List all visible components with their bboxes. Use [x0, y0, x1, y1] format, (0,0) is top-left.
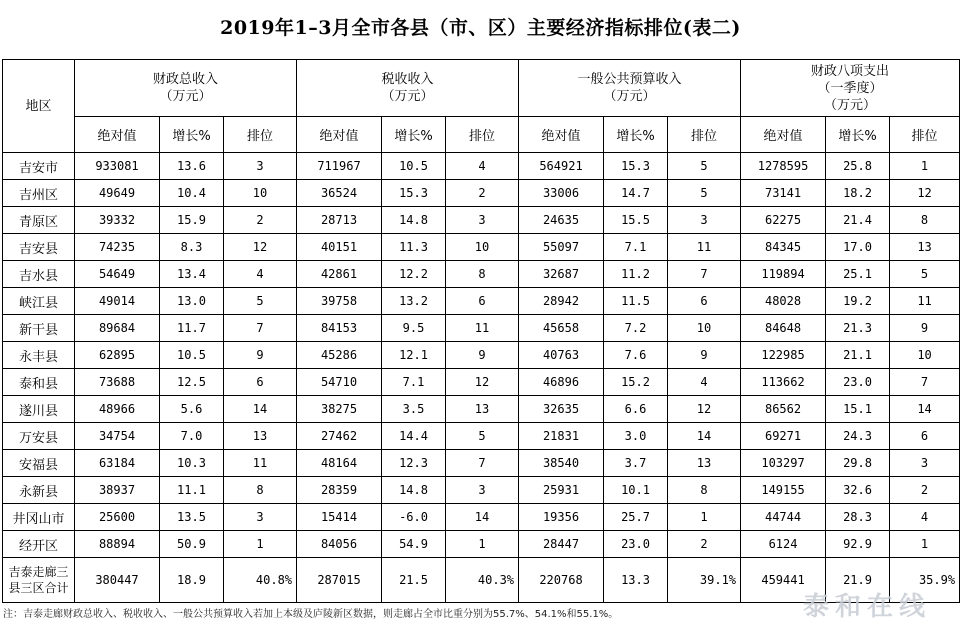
- cell: 4: [224, 261, 297, 288]
- cell: 3: [446, 477, 519, 504]
- cell: 12.2: [382, 261, 446, 288]
- cell: 3: [446, 207, 519, 234]
- cell: 10.5: [382, 153, 446, 180]
- page-title: 2019年1–3月全市各县（市、区）主要经济指标排位(表二): [220, 17, 741, 39]
- cell: 63184: [75, 450, 160, 477]
- cell: 7: [224, 315, 297, 342]
- cell: 32635: [519, 396, 604, 423]
- cell: 9: [890, 315, 960, 342]
- header-public-budget: [519, 60, 741, 117]
- region-cell: 吉安市: [3, 153, 75, 180]
- cell: 12: [890, 180, 960, 207]
- header-absolute: 绝对值: [741, 117, 826, 153]
- region-cell: 井冈山市: [3, 504, 75, 531]
- cell: 29.8: [826, 450, 890, 477]
- header-absolute: 绝对值: [75, 117, 160, 153]
- cell: 11: [668, 234, 741, 261]
- cell: 39332: [75, 207, 160, 234]
- share-cell: 35.9%: [890, 558, 960, 603]
- cell: 1: [224, 531, 297, 558]
- cell: 15.3: [604, 153, 668, 180]
- cell: 6: [890, 423, 960, 450]
- cell: 9: [224, 342, 297, 369]
- cell: 5: [668, 180, 741, 207]
- header-eight-expenditure-unit: （万元）: [824, 97, 877, 113]
- cell: 12: [668, 396, 741, 423]
- region-cell: 吉安县: [3, 234, 75, 261]
- cell: 25600: [75, 504, 160, 531]
- header-growth: 增长%: [160, 117, 224, 153]
- cell: 9: [668, 342, 741, 369]
- cell: 32.6: [826, 477, 890, 504]
- cell: 1: [890, 531, 960, 558]
- cell: 25.1: [826, 261, 890, 288]
- cell: 6: [446, 288, 519, 315]
- header-growth: 增长%: [604, 117, 668, 153]
- cell: 48164: [297, 450, 382, 477]
- cell: 10: [668, 315, 741, 342]
- cell: 10.1: [604, 477, 668, 504]
- cell: 8.3: [160, 234, 224, 261]
- cell: 8: [446, 261, 519, 288]
- table-row: [3, 234, 960, 261]
- cell: 73688: [75, 369, 160, 396]
- cell: 27462: [297, 423, 382, 450]
- cell: 15.2: [604, 369, 668, 396]
- cell: 7: [668, 261, 741, 288]
- cell: 2: [446, 180, 519, 207]
- cell: 7: [446, 450, 519, 477]
- cell: 119894: [741, 261, 826, 288]
- cell: 15414: [297, 504, 382, 531]
- cell: 5: [446, 423, 519, 450]
- region-cell-total: 吉泰走廊三县三区合计: [3, 558, 75, 603]
- cell: 11: [890, 288, 960, 315]
- cell: 12: [446, 369, 519, 396]
- cell: 42861: [297, 261, 382, 288]
- cell: 73141: [741, 180, 826, 207]
- cell: 48966: [75, 396, 160, 423]
- cell: 25.7: [604, 504, 668, 531]
- cell: 21.9: [826, 558, 890, 603]
- region-cell: 经开区: [3, 531, 75, 558]
- cell: 3: [224, 153, 297, 180]
- share-cell: 40.3%: [446, 558, 519, 603]
- header-fiscal-total-name: 财政总收入: [153, 72, 219, 87]
- cell: 15.9: [160, 207, 224, 234]
- cell: 10: [224, 180, 297, 207]
- cell: 40763: [519, 342, 604, 369]
- cell: 10.3: [160, 450, 224, 477]
- cell: 88894: [75, 531, 160, 558]
- cell: 19.2: [826, 288, 890, 315]
- cell: 36524: [297, 180, 382, 207]
- cell: 14: [668, 423, 741, 450]
- cell: 1: [668, 504, 741, 531]
- cell: 40151: [297, 234, 382, 261]
- header-absolute: 绝对值: [297, 117, 382, 153]
- cell: 3: [224, 504, 297, 531]
- cell: 103297: [741, 450, 826, 477]
- cell: 45658: [519, 315, 604, 342]
- cell: 14.4: [382, 423, 446, 450]
- cell: 1: [446, 531, 519, 558]
- cell: 2: [890, 477, 960, 504]
- cell: 18.2: [826, 180, 890, 207]
- region-cell: 万安县: [3, 423, 75, 450]
- cell: 6124: [741, 531, 826, 558]
- region-cell: 吉州区: [3, 180, 75, 207]
- table-row: [3, 315, 960, 342]
- cell: 11.7: [160, 315, 224, 342]
- cell: 2: [668, 531, 741, 558]
- cell: 14.7: [604, 180, 668, 207]
- cell: 10.4: [160, 180, 224, 207]
- cell: 14: [446, 504, 519, 531]
- header-rank: 排位: [668, 117, 741, 153]
- cell: 28713: [297, 207, 382, 234]
- cell: 10.5: [160, 342, 224, 369]
- header-public-budget-unit: （万元）: [603, 89, 656, 104]
- cell: 21.3: [826, 315, 890, 342]
- region-cell: 峡江县: [3, 288, 75, 315]
- cell: 21.1: [826, 342, 890, 369]
- cell: 11: [224, 450, 297, 477]
- table-row: [3, 504, 960, 531]
- cell: 21.4: [826, 207, 890, 234]
- cell: 2: [224, 207, 297, 234]
- cell: 4: [446, 153, 519, 180]
- cell: 7.0: [160, 423, 224, 450]
- cell: 13.2: [382, 288, 446, 315]
- share-cell: 39.1%: [668, 558, 741, 603]
- cell: 89684: [75, 315, 160, 342]
- cell: 38275: [297, 396, 382, 423]
- cell: 11.2: [604, 261, 668, 288]
- cell: 12.1: [382, 342, 446, 369]
- cell: 74235: [75, 234, 160, 261]
- table-row: [3, 153, 960, 180]
- cell: 33006: [519, 180, 604, 207]
- cell: 6.6: [604, 396, 668, 423]
- table-row: [3, 531, 960, 558]
- region-cell: 永丰县: [3, 342, 75, 369]
- cell: 5: [224, 288, 297, 315]
- cell: 287015: [297, 558, 382, 603]
- cell: 55097: [519, 234, 604, 261]
- cell: 14: [890, 396, 960, 423]
- header-rank: 排位: [890, 117, 960, 153]
- header-tax-revenue-name: 税收收入: [381, 72, 434, 87]
- cell: 84648: [741, 315, 826, 342]
- cell: 3: [668, 207, 741, 234]
- cell: 50.9: [160, 531, 224, 558]
- table-row: [3, 450, 960, 477]
- table-row: [3, 342, 960, 369]
- cell: 25931: [519, 477, 604, 504]
- header-tax-revenue: [297, 60, 519, 117]
- header-fiscal-total: [75, 60, 297, 117]
- cell: 13: [668, 450, 741, 477]
- table-row: [3, 180, 960, 207]
- table-row: [3, 207, 960, 234]
- table-row: [3, 396, 960, 423]
- region-cell: 吉水县: [3, 261, 75, 288]
- header-rank: 排位: [224, 117, 297, 153]
- cell: 12: [224, 234, 297, 261]
- site-watermark: 泰和在线: [802, 592, 931, 622]
- cell: 3: [890, 450, 960, 477]
- header-growth: 增长%: [382, 117, 446, 153]
- cell: 28359: [297, 477, 382, 504]
- cell: 45286: [297, 342, 382, 369]
- cell: 14.8: [382, 477, 446, 504]
- cell: 7.1: [382, 369, 446, 396]
- cell: 32687: [519, 261, 604, 288]
- region-cell: 泰和县: [3, 369, 75, 396]
- header-eight-expenditure-period: （一季度）: [817, 80, 883, 96]
- header-tax-revenue-unit: （万元）: [381, 89, 434, 104]
- cell: 54710: [297, 369, 382, 396]
- cell: 21831: [519, 423, 604, 450]
- cell: 3.5: [382, 396, 446, 423]
- cell: 10: [446, 234, 519, 261]
- cell: 4: [668, 369, 741, 396]
- cell: 7: [890, 369, 960, 396]
- header-eight-expenditure-name: 财政八项支出: [811, 63, 890, 79]
- region-cell: 安福县: [3, 450, 75, 477]
- header-fiscal-total-unit: （万元）: [159, 89, 212, 104]
- table-row: [3, 477, 960, 504]
- table-body: [3, 153, 960, 603]
- header-row-sub: [3, 117, 960, 153]
- cell: 5.6: [160, 396, 224, 423]
- cell: 25.8: [826, 153, 890, 180]
- cell: 23.0: [826, 369, 890, 396]
- cell: 7.6: [604, 342, 668, 369]
- cell: 24635: [519, 207, 604, 234]
- header-row-groups: [3, 60, 960, 117]
- cell: 1278595: [741, 153, 826, 180]
- cell: 8: [668, 477, 741, 504]
- cell: 15.5: [604, 207, 668, 234]
- cell: 48028: [741, 288, 826, 315]
- cell: 92.9: [826, 531, 890, 558]
- cell: 14.8: [382, 207, 446, 234]
- table-row: [3, 288, 960, 315]
- header-region: 地区: [3, 60, 75, 153]
- cell: 113662: [741, 369, 826, 396]
- header-rank: 排位: [446, 117, 519, 153]
- cell: 8: [890, 207, 960, 234]
- cell: 933081: [75, 153, 160, 180]
- cell: 7.1: [604, 234, 668, 261]
- cell: 14: [224, 396, 297, 423]
- cell: 49649: [75, 180, 160, 207]
- cell: 11.1: [160, 477, 224, 504]
- cell: 122985: [741, 342, 826, 369]
- cell: 38937: [75, 477, 160, 504]
- cell: 5: [668, 153, 741, 180]
- cell: 46896: [519, 369, 604, 396]
- cell: 84056: [297, 531, 382, 558]
- region-cell: 遂川县: [3, 396, 75, 423]
- cell: 12.3: [382, 450, 446, 477]
- cell: 28447: [519, 531, 604, 558]
- cell: 8: [224, 477, 297, 504]
- share-cell: 40.8%: [224, 558, 297, 603]
- region-cell: 永新县: [3, 477, 75, 504]
- footnote: 注：吉泰走廊财政总收入、税收收入、一般公共预算收入若加上本级及庐陵新区数据，则走廊占全市比重分别为55.7%、54.1%和55.1%。: [3, 609, 619, 620]
- cell: 28942: [519, 288, 604, 315]
- cell: 1: [890, 153, 960, 180]
- cell: 84153: [297, 315, 382, 342]
- cell: 149155: [741, 477, 826, 504]
- cell: 17.0: [826, 234, 890, 261]
- table-row: [3, 423, 960, 450]
- header-eight-expenditure: [741, 60, 960, 117]
- cell: 11.3: [382, 234, 446, 261]
- cell: 3.7: [604, 450, 668, 477]
- region-cell: 青原区: [3, 207, 75, 234]
- cell: 24.3: [826, 423, 890, 450]
- cell: 380447: [75, 558, 160, 603]
- header-absolute: 绝对值: [519, 117, 604, 153]
- cell: 11.5: [604, 288, 668, 315]
- cell: 5: [890, 261, 960, 288]
- cell: 38540: [519, 450, 604, 477]
- cell: 54.9: [382, 531, 446, 558]
- cell: 62895: [75, 342, 160, 369]
- cell: 13: [446, 396, 519, 423]
- cell: 10: [890, 342, 960, 369]
- cell: 13.4: [160, 261, 224, 288]
- cell: 86562: [741, 396, 826, 423]
- table-row: [3, 261, 960, 288]
- cell: 3.0: [604, 423, 668, 450]
- header-growth: 增长%: [826, 117, 890, 153]
- cell: 23.0: [604, 531, 668, 558]
- cell: 18.9: [160, 558, 224, 603]
- cell: 19356: [519, 504, 604, 531]
- cell: 711967: [297, 153, 382, 180]
- cell: 15.1: [826, 396, 890, 423]
- cell: 39758: [297, 288, 382, 315]
- cell: 54649: [75, 261, 160, 288]
- cell: 13.5: [160, 504, 224, 531]
- cell: 13.0: [160, 288, 224, 315]
- cell: 28.3: [826, 504, 890, 531]
- indicator-table: [2, 59, 960, 603]
- cell: 62275: [741, 207, 826, 234]
- cell: 49014: [75, 288, 160, 315]
- header-public-budget-name: 一般公共预算收入: [577, 72, 682, 87]
- cell: 34754: [75, 423, 160, 450]
- cell: 12.5: [160, 369, 224, 396]
- cell: 44744: [741, 504, 826, 531]
- cell: 6: [224, 369, 297, 396]
- cell: 9: [446, 342, 519, 369]
- cell: 6: [668, 288, 741, 315]
- cell: 13.6: [160, 153, 224, 180]
- cell: 564921: [519, 153, 604, 180]
- cell: 13: [890, 234, 960, 261]
- cell: 84345: [741, 234, 826, 261]
- cell: 15.3: [382, 180, 446, 207]
- region-cell: 新干县: [3, 315, 75, 342]
- table-row: [3, 369, 960, 396]
- cell: 459441: [741, 558, 826, 603]
- cell: -6.0: [382, 504, 446, 531]
- cell: 69271: [741, 423, 826, 450]
- cell: 11: [446, 315, 519, 342]
- cell: 21.5: [382, 558, 446, 603]
- cell: 9.5: [382, 315, 446, 342]
- cell: 4: [890, 504, 960, 531]
- cell: 13.3: [604, 558, 668, 603]
- cell: 7.2: [604, 315, 668, 342]
- cell: 13: [224, 423, 297, 450]
- cell: 220768: [519, 558, 604, 603]
